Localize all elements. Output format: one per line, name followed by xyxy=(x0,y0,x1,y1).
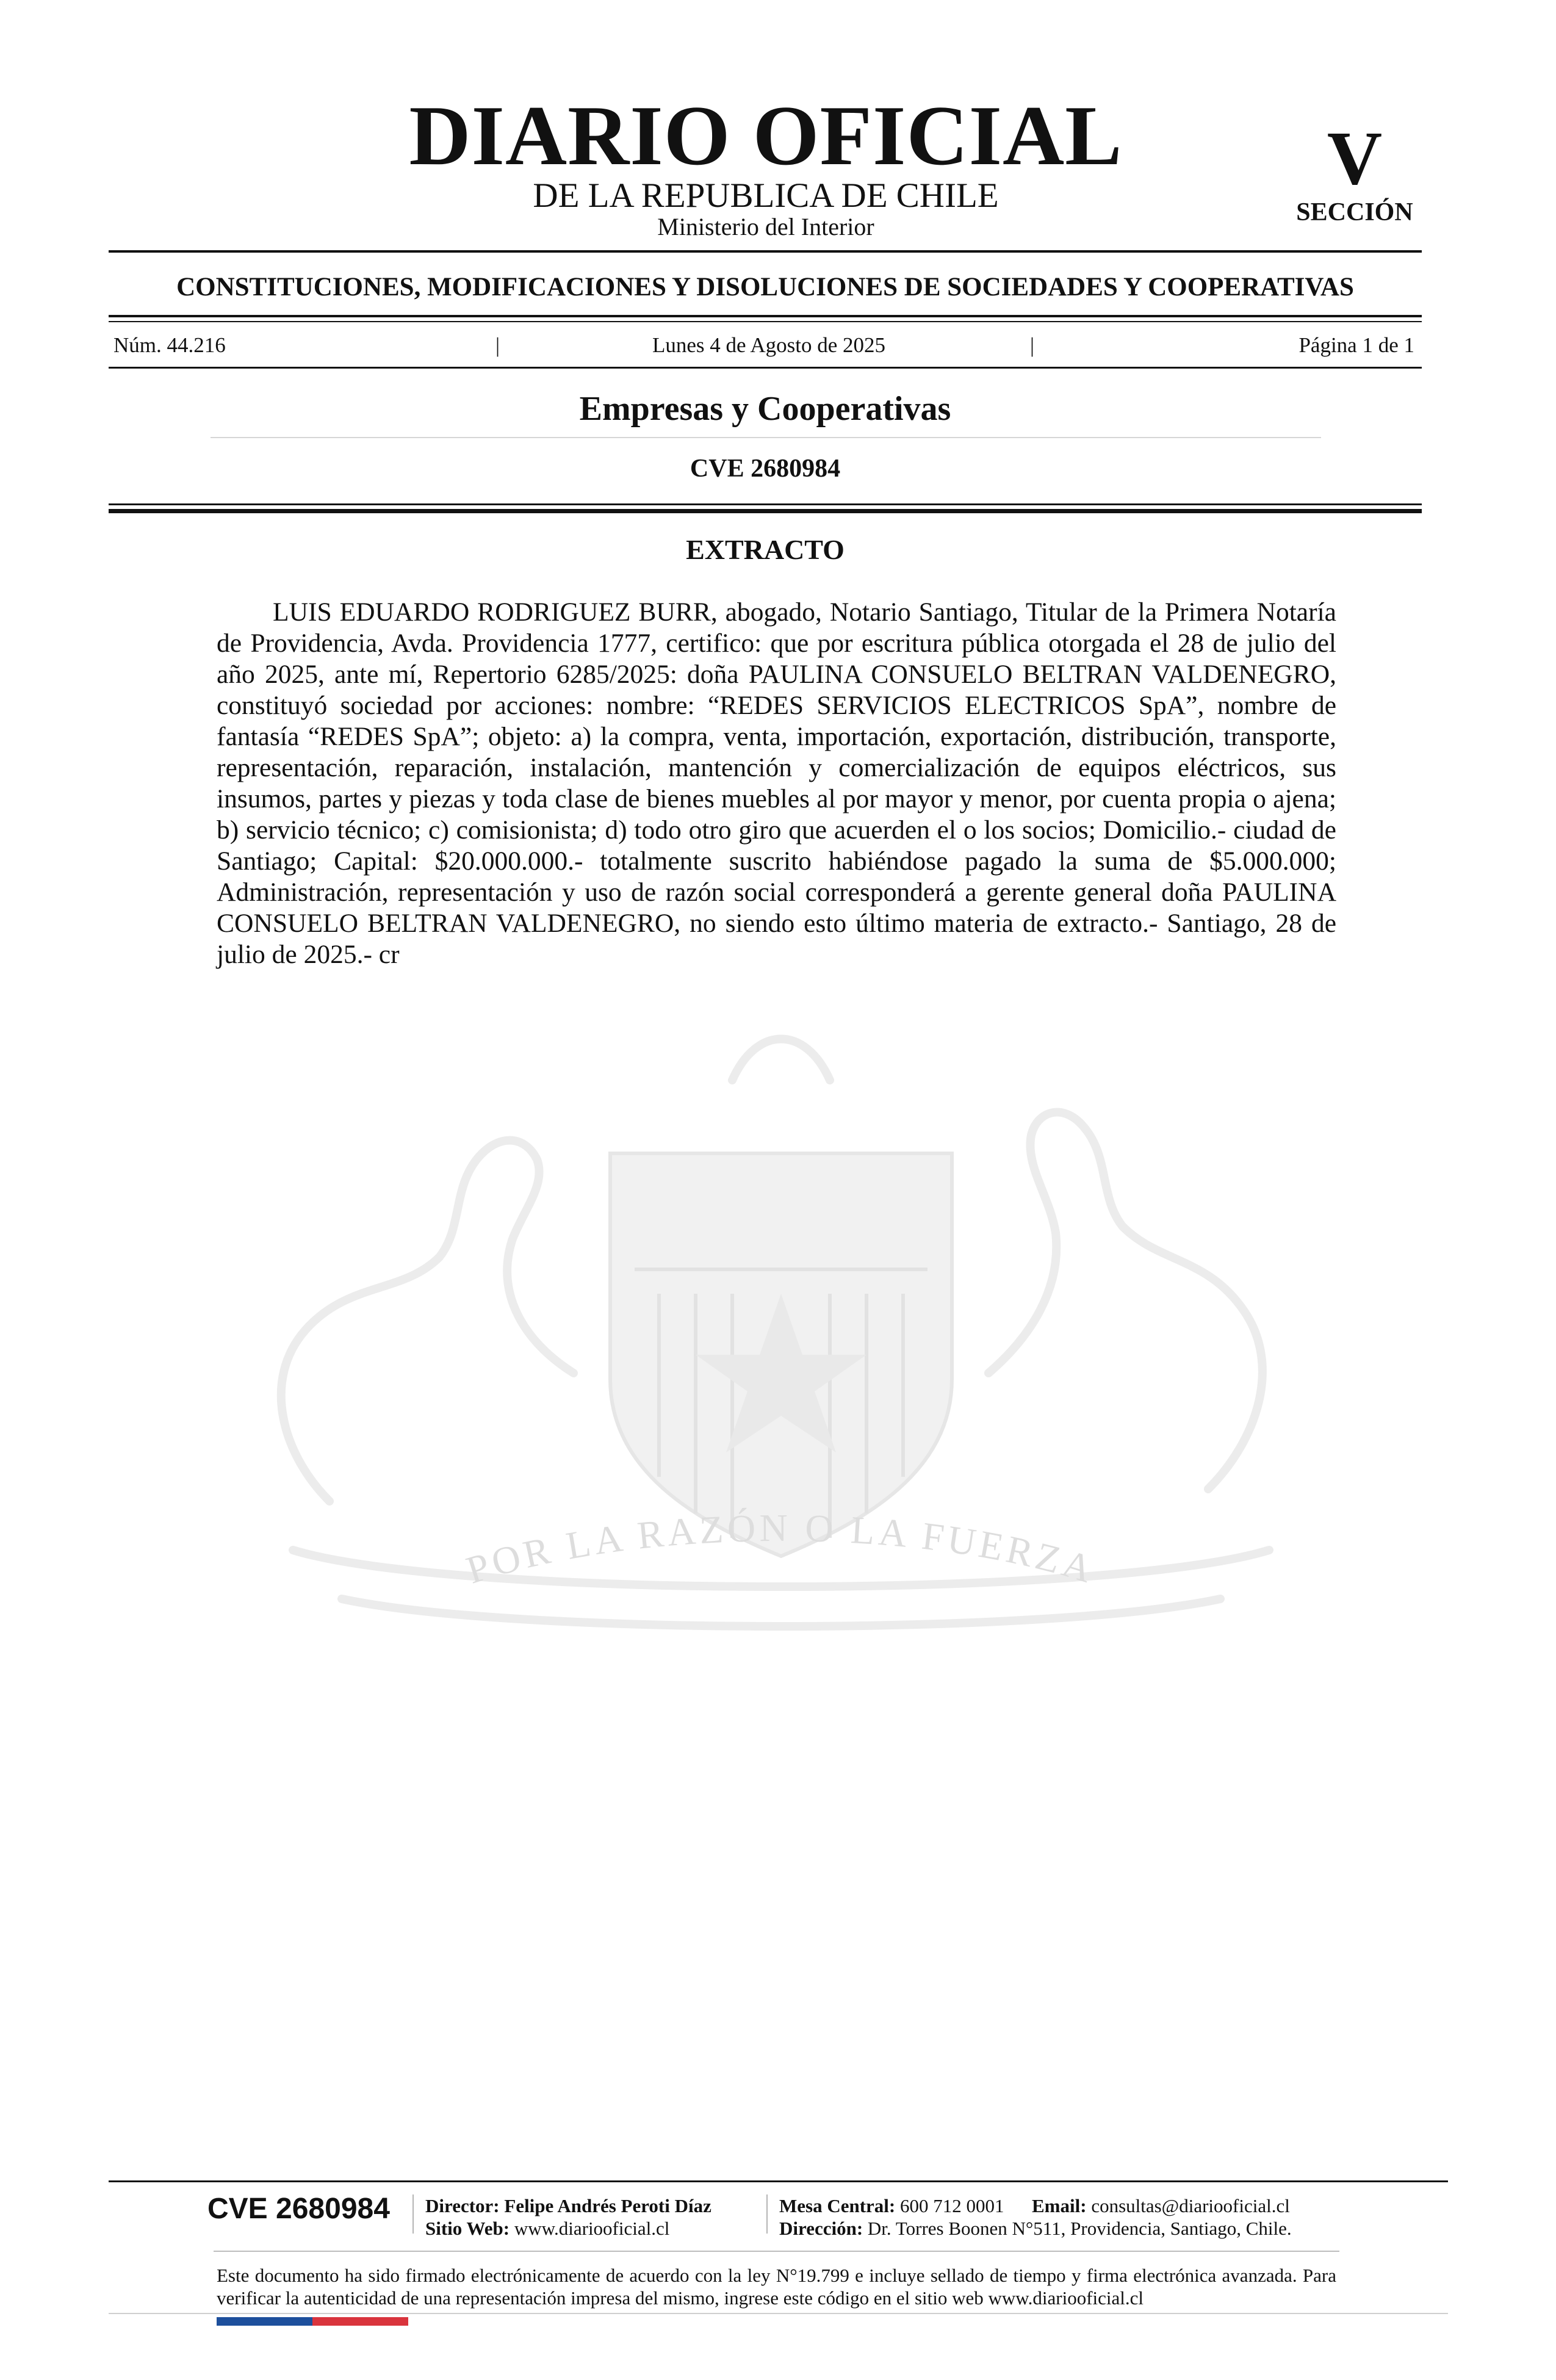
address-label: Dirección: xyxy=(779,2218,863,2239)
footer-cve-code: CVE 2680984 xyxy=(207,2193,390,2225)
footer-divider xyxy=(109,2180,1448,2182)
director-value: Felipe Andrés Peroti Díaz xyxy=(504,2195,711,2216)
masthead-title: DIARIO OFICIAL xyxy=(409,88,1123,183)
watermark-motto: POR LA RAZÓN O LA FUERZA xyxy=(461,1506,1101,1592)
footer-divider xyxy=(214,2251,1339,2252)
section-word: SECCIÓN xyxy=(1296,198,1413,226)
divider xyxy=(109,367,1422,369)
flag-stripe-blue xyxy=(217,2317,312,2326)
divider xyxy=(109,509,1422,513)
masthead-subtitle: DE LA REPUBLICA DE CHILE xyxy=(533,176,999,215)
divider xyxy=(109,315,1422,317)
website-link[interactable]: www.diariooficial.cl xyxy=(514,2218,670,2239)
footer-website xyxy=(425,2217,669,2240)
coat-of-arms-watermark xyxy=(207,952,1355,1654)
cve-code: CVE 2680984 xyxy=(690,455,841,483)
website-label: Sitio Web: xyxy=(425,2218,510,2239)
email-link[interactable]: consultas@diariooficial.cl xyxy=(1091,2195,1290,2216)
divider xyxy=(109,503,1422,505)
footer-divider xyxy=(109,2313,1448,2314)
footer-divider xyxy=(766,2194,768,2234)
page-indicator: Página 1 de 1 xyxy=(1298,333,1414,357)
area-title: Empresas y Cooperativas xyxy=(579,390,951,428)
email-label: Email: xyxy=(1032,2195,1087,2216)
issue-number: Núm. 44.216 xyxy=(113,333,226,357)
category-heading: CONSTITUCIONES, MODIFICACIONES Y DISOLUCIONES DE SOCIEDADES Y COOPERATIVAS xyxy=(176,273,1354,301)
flag-stripe-red xyxy=(312,2317,408,2326)
masthead-ministry: Ministerio del Interior xyxy=(657,213,874,240)
divider xyxy=(109,250,1422,253)
extract-body: LUIS EDUARDO RODRIGUEZ BURR, abogado, Notario Santiago, Titular de la Primera Notaría de Providencia, Avda. Providencia 1777, certifico: que por escritura pública otorgada el 28 de julio del año 2025, ante mí, Repertorio 6285/2025: doña PAULINA CONSUELO BELTRAN VALDENEGRO, constituyó sociedad por acciones: nombre: “REDES SERVICIOS ELECTRICOS SpA”, nombre de fantasía “REDES SpA”; objeto: a) la compra, venta, importación, exportación, distribución, transporte, representación, reparación, instalación, mantención y comercialización de equipos eléctricos, sus insumos, partes y piezas y toda clase de bienes muebles al por mayor y menor, por cuenta propia o ajena; b) servicio técnico; c) comisionista; d) todo otro giro que acuerden el o los socios; Domicilio.- ciudad de Santiago; Capital: $20.000.000.- totalmente suscrito habiéndose pagado la suma de $5.000.000; Administración, representación y uso de razón social corresponderá a gerente general doña PAULINA CONSUELO BELTRAN VALDENEGRO, no siendo esto último materia de extracto.- Santiago, 28 de julio de 2025.- cr xyxy=(217,597,1336,969)
footer-divider xyxy=(412,2194,414,2234)
mesa-value: 600 712 0001 xyxy=(900,2195,1004,2216)
divider xyxy=(211,437,1321,438)
footer-address xyxy=(779,2217,1292,2240)
divider xyxy=(109,321,1422,322)
issue-separator: | xyxy=(495,333,500,357)
address-value: Dr. Torres Boonen N°511, Providencia, Santiago, Chile. xyxy=(867,2218,1292,2239)
issue-date: Lunes 4 de Agosto de 2025 xyxy=(652,333,886,357)
section-letter: V xyxy=(1327,117,1383,201)
extract-title: EXTRACTO xyxy=(686,534,845,565)
issue-separator: | xyxy=(1030,333,1035,357)
footer-contact xyxy=(779,2194,1290,2217)
director-label: Director: xyxy=(425,2195,500,2216)
signature-disclaimer: Este documento ha sido firmado electrónicamente de acuerdo con la ley N°19.799 e incluye sellado de tiempo y firma electrónica avanzada. Para verificar la autenticidad de una representación impresa del mismo, ingrese este código en el sitio web www.diariooficial.cl xyxy=(217,2265,1336,2309)
mesa-label: Mesa Central: xyxy=(779,2195,896,2216)
footer-director xyxy=(425,2194,711,2217)
